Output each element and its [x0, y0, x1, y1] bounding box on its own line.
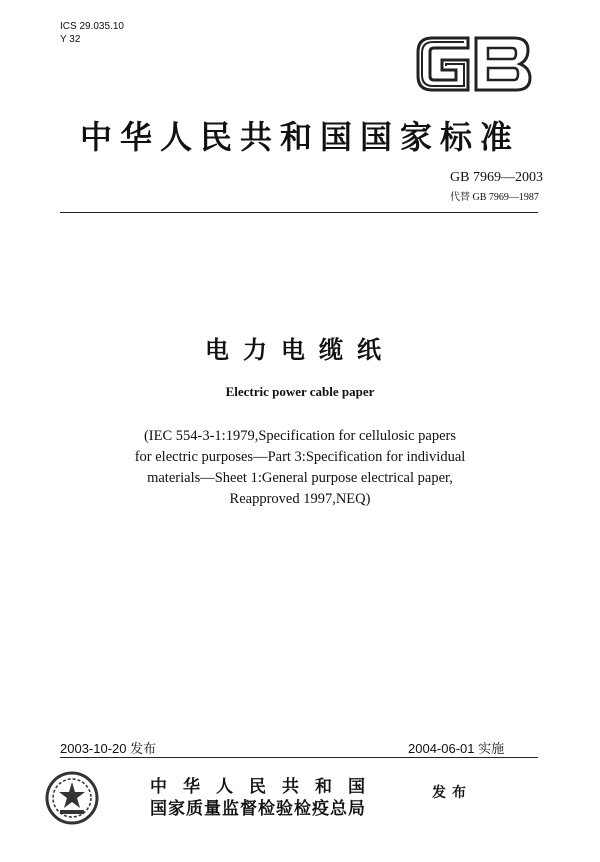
chinese-title: 电力电缆纸 [205, 336, 395, 364]
replaces-standard: 代替 GB 7969—1987 [450, 192, 539, 203]
issuer-line-2: 国家质量监督检验检疫总局 [150, 799, 366, 819]
iec-equivalence-note [110, 426, 490, 510]
issue-date: 2003-10-20 发布 [60, 741, 157, 756]
equivalence-line: for electric purposes—Part 3:Specification for individual [134, 449, 466, 465]
standard-number: GB 7969—2003 [450, 170, 543, 185]
implementation-date: 2004-06-01 实施 [408, 741, 505, 756]
national-standard-heading: 中华人民共和国国家标准 [79, 118, 520, 156]
top-divider [60, 212, 538, 213]
equivalence-line: (IEC 554-3-1:1979,Specification for cellulosic papers [143, 428, 457, 444]
equivalence-line: Reapproved 1997,NEQ) [229, 491, 371, 507]
equivalence-line: materials—Sheet 1:General purpose electrical paper, [147, 470, 453, 486]
english-title: Electric power cable paper [225, 384, 375, 399]
category-code: Y 32 [60, 34, 81, 45]
issuer-line-1: 中华人民共和国 [150, 777, 381, 797]
state-emblem-seal-icon [44, 770, 100, 826]
issued-label: 发布 [432, 785, 472, 801]
gb-logo-icon [410, 28, 538, 100]
ics-code: ICS 29.035.10 [60, 21, 124, 32]
classification-codes [60, 20, 124, 46]
bottom-divider [60, 757, 538, 758]
